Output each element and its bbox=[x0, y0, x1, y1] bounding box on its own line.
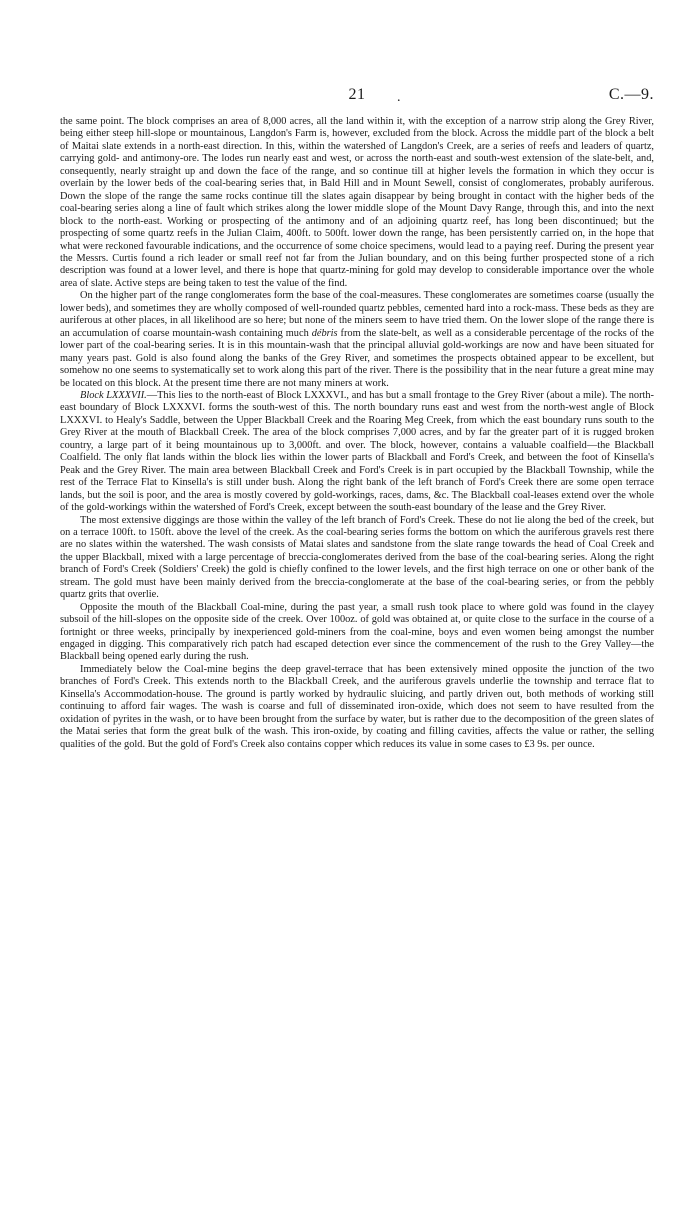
document-page bbox=[60, 86, 654, 751]
paragraph bbox=[60, 390, 654, 515]
paragraph bbox=[60, 116, 654, 290]
text-run: the same point. The block comprises an area of 8,000 acres, all the land within it, with the exception of a narrow strip along the Grey River, being either steep hill-slope or mountainous, Langdon's Farm is, however, excluded from the block. Across the middle part of the block a belt of Maitai slate extends in a north-east direction. In this, within the watershed of Langdon's Creek, are a series of reefs and leaders of quartz, carrying gold- and antimony-ore. The lodes run nearly east and west, or across the north-east and south-west extension of the slate-belt, and, consequently, nearly straight up and down the face of the range, and so continue till at higher levels the formation in which they occur is overlain by the lower beds of the coal-bearing series that, in Bald Hill and in Mount Sewell, consist of conglomerates, probably auriferous. Down the slope of the range the same rocks continue till the slates again disappear by being brought in contact with the higher beds of the coal-bearing series along a line of fault which strikes along the lower middle slope of the Mount Davy Range, through this, and into the next block to the north-east. Working or prospecting of the antimony and of an adjoining quartz reef, has long been discontinued; but the prospecting of some quartz reefs in the Julian Claim, 400ft. to 500ft. lower down the range, has been persistently carried on, in the hope that what were reckoned favourable indications, and the occurrence of some choice specimens, would lead to a paying reef. During the present year the Messrs. Curtis found a rich leader or small reef not far from the Julian boundary, and on this being further prospected stone of a rich description was found at a lower level, and there is hope that quartz-mining for gold may develop to considerable importance over the whole area of slate. Active steps are being taken to test the value of the find. bbox=[60, 116, 654, 289]
text-run: On the higher part of the range conglomerates form the base of the coal-measures. These conglomerates are sometimes coarse (usually the lower beds), and sometimes they are wholly composed of well-rounded quartz pebbles, cemented hard into a rock-mass. These beds as they are auriferous at other places, in all likelihood are so here; but none of the miners seem to have tried them. On the lower slope of the range there is an accumulation of coarse mountain-wash containing much bbox=[60, 290, 654, 339]
header-dot: . bbox=[397, 90, 401, 105]
italic-term: débris bbox=[311, 327, 338, 339]
page-header bbox=[60, 86, 654, 108]
body-text bbox=[60, 116, 654, 751]
paragraph bbox=[60, 290, 654, 390]
text-run: Immediately below the Coal-mine begins the deep gravel-terrace that has been extensively mined opposite the junction of the two branches of Ford's Creek. This extends north to the Blackball Creek, and the auriferous gravels underlie the township and terrace flat to Kinsella's Accommodation-house. The ground is partly worked by hydraulic sluicing, and partly driven out, both methods of working still continuing to afford fair wages. The wash is coarse and full of disseminated iron-oxide, which does not seem to have resulted from the oxidation of pyrites in the wash, or to have been brought from the surface by water, but is rather due to the decomposition of the green slates of the Matai series that form the great bulk of the wash. This iron-oxide, by coating and filling cavities, affects the value or rather, the selling qualities of the gold. But the gold of Ford's Creek also contains copper which reduces its value in some cases to £3 9s. per ounce. bbox=[60, 663, 654, 750]
text-run: Opposite the mouth of the Blackball Coal-mine, during the past year, a small rush took place to where gold was found in the clayey subsoil of the hill-slopes on the opposite side of the creek. Over 100oz. of gold was obtained at, or quite close to the surface in the course of a fortnight or three weeks, principally by inexperienced gold-miners from the coal-mine, boys and even women being amongst the number engaged in digging. This comparatively rich patch had escaped detection ever since the commencement of the rush to the Grey Valley—the Blackball being opened early during the rush. bbox=[60, 601, 654, 663]
text-run: from the slate-belt, as well as a considerable percentage of the rocks of the lower part of the coal-bearing series. It is in this mountain-wash that the principal alluvial gold-workings are now and have been situated for many years past. Gold is also found along the banks of the Grey River, and sometimes the prospects obtained appear to be excellent, but somehow no one seems to systematically set to work along this part of the river. There is the possibility that in the near future a great mine may be located on this block. At the present time there are not many miners at work. bbox=[60, 327, 654, 389]
section-heading: Block LXXXVII. bbox=[80, 389, 147, 401]
paragraph bbox=[60, 602, 654, 664]
paragraph bbox=[60, 515, 654, 602]
page-number: 21 bbox=[348, 86, 366, 103]
document-reference: C.—9. bbox=[608, 86, 654, 103]
paragraph bbox=[60, 664, 654, 751]
text-run: —This lies to the north-east of Block LXXXVI., and has but a small frontage to the Grey River (about a mile). The north-east boundary of Block LXXXVI. forms the south-west of this. The north boundary runs east and west from the north-west angle of Block LXXXVI. to Healy's Saddle, between the Upper Blackball Creek and the Roaring Meg Creek, from which the east boundary runs south to the Grey River at the mouth of Blackball Creek. The area of the block comprises 7,000 acres, and by far the greater part of it is rugged broken country, a large part of it being mountainous up to 3,000ft. and over. The block, however, contains a valuable coalfield—the Blackball Coalfield. The only flat lands within the block lies within the lower parts of Blackball and Ford's Creek, and between the foot of Kinsella's Peak and the Grey River. The main area between Blackball Creek and Ford's Creek is in part occupied by the Blackball Township, while the rest of the Terrace Flat to Kinsella's is still under bush. Along the right bank of the left branch of Ford's Creek there are some open terrace lands, but the soil is poor, and the area is mostly covered by gold-workings, races, dams, &c. The Blackball coal-leases extend over the whole of the gold-workings within the watershed of Ford's Creek, except between the south-east boundary of the lease and the Grey River. bbox=[60, 389, 655, 514]
text-run: The most extensive diggings are those within the valley of the left branch of Ford's Creek. These do not lie along the bed of the creek, but on a terrace 100ft. to 150ft. above the level of the creek. As the coal-bearing series forms the bottom on which the auriferous gravels rest there are no slates within the watershed. The wash consists of Matai slates and sandstone from the slate range towards the head of Coal Creek and the upper Blackball, mixed with a large percentage of breccia-conglomerates derived from the base of the coal-bearing series. Along the right branch of Ford's Creek (Soldiers' Creek) the gold is chiefly confined to the lower levels, and the first high terrace on one or other bank of the stream. The gold must have been mainly derived from the breccia-conglomerate at the base of the coal-bearing series, or from the pebbly quartz grits that overlie. bbox=[60, 514, 654, 601]
